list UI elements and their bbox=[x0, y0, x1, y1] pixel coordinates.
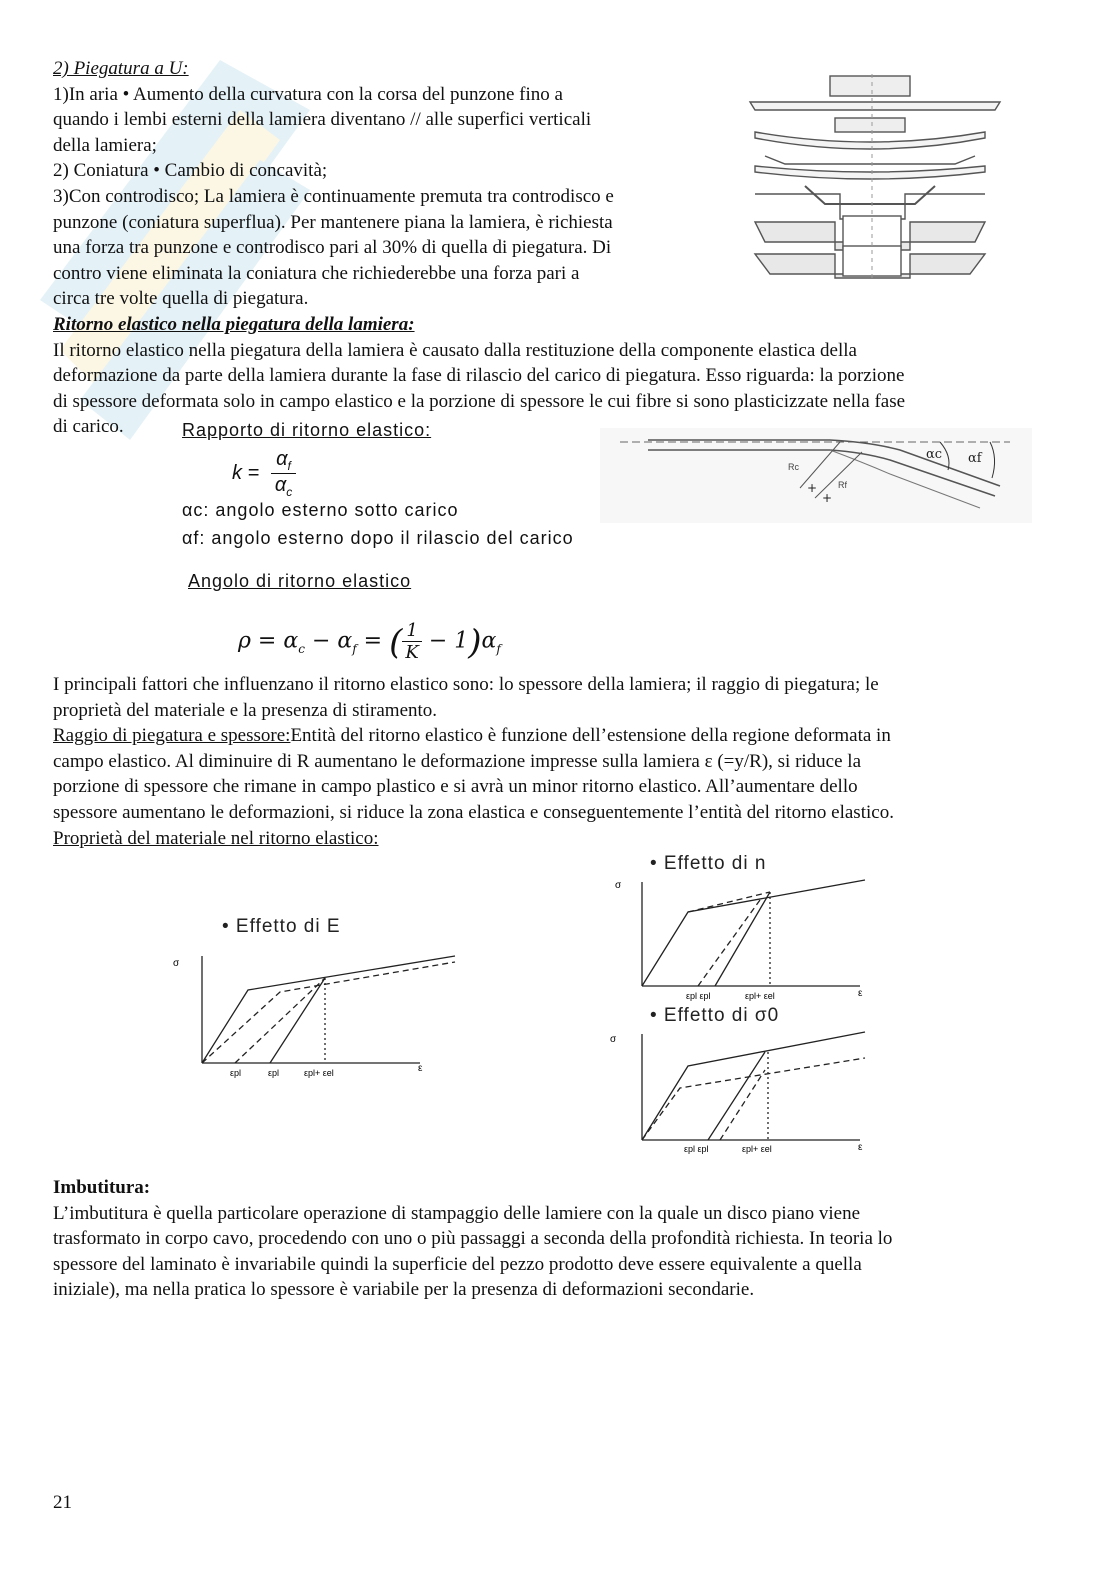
alpha-c-label: αc bbox=[926, 447, 943, 462]
graph-e-tick: εpl bbox=[230, 1068, 242, 1078]
material-title: Proprietà del materiale nel ritorno elastico: bbox=[53, 827, 379, 849]
alpha-c-definition: αc: angolo esterno sotto carico bbox=[182, 500, 459, 520]
springback-line: Il ritorno elastico nella piegatura della lamiera è causato dalla restituzione della componente elastica della bbox=[53, 339, 857, 361]
graph-n-tick: εpl+ εel bbox=[745, 991, 775, 1001]
radius-line: campo elastico. Al diminuire di R aumentano le deformazione impresse sulla lamiera ε (=y/R), si riduce la bbox=[53, 750, 862, 772]
ratio-title: Rapporto di ritorno elastico: bbox=[182, 420, 432, 440]
ratio-formula: k = $\frac{\alpha_f}{\alpha_c}$ bbox=[232, 448, 296, 499]
section-u-line: circa tre volte quella di piegatura. bbox=[53, 288, 309, 310]
graph-n-title: • Effetto di n bbox=[650, 853, 767, 874]
section-u-line: contro viene eliminata la coniatura che richiederebbe una forza pari a bbox=[53, 262, 580, 284]
graph-e-yaxis: σ bbox=[173, 958, 180, 969]
graph-e-tick: εpl bbox=[268, 1068, 280, 1078]
graph-s0-xaxis: ε bbox=[858, 1142, 863, 1153]
section-u-line: una forza tra punzone e controdisco pari al 30% di quella di piegatura. Di bbox=[53, 237, 612, 259]
section-u-line: della lamiera; bbox=[53, 134, 157, 156]
deep-drawing-line: iniziale), ma nella pratica lo spessore è variabile per la presenza di deformazioni secondarie. bbox=[53, 1279, 755, 1301]
deep-drawing-line: L’imbutitura è quella particolare operazione di stampaggio delle lamiere con la quale un disco piano viene bbox=[53, 1202, 861, 1224]
graph-e-title: • Effetto di E bbox=[222, 916, 341, 937]
graph-s0-tick: εpl εpl bbox=[684, 1144, 709, 1154]
graph-effect-n bbox=[610, 878, 895, 1004]
radius-first-line: Entità del ritorno elastico è funzione dell’estensione della regione deformata in bbox=[290, 725, 891, 747]
radius-line: spessore aumentano le deformazioni, si riduce la zona elastica e conseguentemente l’entità del ritorno elastico. bbox=[53, 801, 894, 823]
factors-line: I principali fattori che influenzano il ritorno elastico sono: lo spessore della lamiera; il raggio di piegatura; le bbox=[53, 674, 879, 695]
graph-n-xaxis: ε bbox=[858, 988, 863, 999]
graph-e-xaxis: ε bbox=[418, 1063, 423, 1074]
rc-label: Rc bbox=[788, 462, 799, 472]
graph-s0-yaxis: σ bbox=[610, 1034, 617, 1045]
angle-title: Angolo di ritorno elastico bbox=[188, 571, 412, 591]
graph-e-tick: εpl+ εel bbox=[304, 1068, 334, 1078]
factors-line: proprietà del materiale e la presenza di stiramento. bbox=[53, 699, 438, 721]
alpha-f-definition: αf: angolo esterno dopo il rilascio del carico bbox=[182, 528, 574, 548]
deep-drawing-title: Imbutitura: bbox=[53, 1177, 151, 1198]
graph-effect-sigma0 bbox=[610, 1030, 895, 1156]
radius-line: porzione di spessore che rimane in campo plastico e si avrà un minor ritorno elastico. All’aumentare dello bbox=[53, 776, 858, 798]
svg-text:+: + bbox=[822, 491, 833, 505]
section-u-line: 3)Con controdisco; La lamiera è continuamente premuta tra controdisco e bbox=[53, 185, 614, 207]
springback-line: di spessore deformata solo in campo elastico e la porzione di spessore le cui fibre si sono plasticizzate nella fase bbox=[53, 390, 906, 412]
section-u-line: 1)In aria • Aumento della curvatura con la corsa del punzone fino a bbox=[53, 83, 563, 105]
springback-title: Ritorno elastico nella piegatura della lamiera: bbox=[53, 314, 415, 335]
section-u-title: 2) Piegatura a U: bbox=[53, 58, 189, 79]
u-bending-figure bbox=[745, 74, 1005, 280]
graph-s0-tick: εpl+ εel bbox=[742, 1144, 772, 1154]
page-number: 21 bbox=[53, 1492, 72, 1513]
graph-s0-title: • Effetto di σ0 bbox=[650, 1005, 780, 1026]
springback-line: di carico. bbox=[53, 416, 124, 438]
deep-drawing-line: spessore del laminato è invariabile quindi la superficie del pezzo prodotto deve essere equivalente a quella bbox=[53, 1253, 862, 1275]
svg-text:+: + bbox=[807, 481, 818, 495]
graph-n-tick: εpl εpl bbox=[686, 991, 711, 1001]
graph-n-yaxis: σ bbox=[615, 880, 622, 891]
springback-diagram bbox=[600, 428, 1032, 523]
alpha-f-label: αf bbox=[968, 451, 982, 466]
section-u bbox=[53, 56, 733, 312]
radius-title: Raggio di piegatura e spessore: bbox=[53, 725, 291, 747]
deep-drawing-section bbox=[53, 1175, 1063, 1303]
factors-section bbox=[53, 672, 1063, 851]
rf-label: Rf bbox=[838, 480, 847, 490]
angle-formula: $\rho = \alpha_c - \alpha_f$ = ( $\frac{1}{K}$ − $1)\alpha_f$ bbox=[238, 620, 501, 663]
section-u-line: 2) Coniatura • Cambio di concavità; bbox=[53, 160, 328, 182]
section-u-line: quando i lembi esterni della lamiera diventano // alle superfici verticali bbox=[53, 109, 592, 131]
deep-drawing-line: trasformato in corpo cavo, procedendo con uno o più passaggi a seconda della profondità richiesta. In teoria lo bbox=[53, 1228, 893, 1250]
graph-effect-e bbox=[170, 948, 470, 1083]
section-u-line: punzone (coniatura superflua). Per mantenere piana la lamiera, è richiesta bbox=[53, 211, 613, 233]
springback-line: deformazione da parte della lamiera durante la fase di rilascio del carico di piegatura. Esso riguarda: la porzione bbox=[53, 365, 905, 387]
